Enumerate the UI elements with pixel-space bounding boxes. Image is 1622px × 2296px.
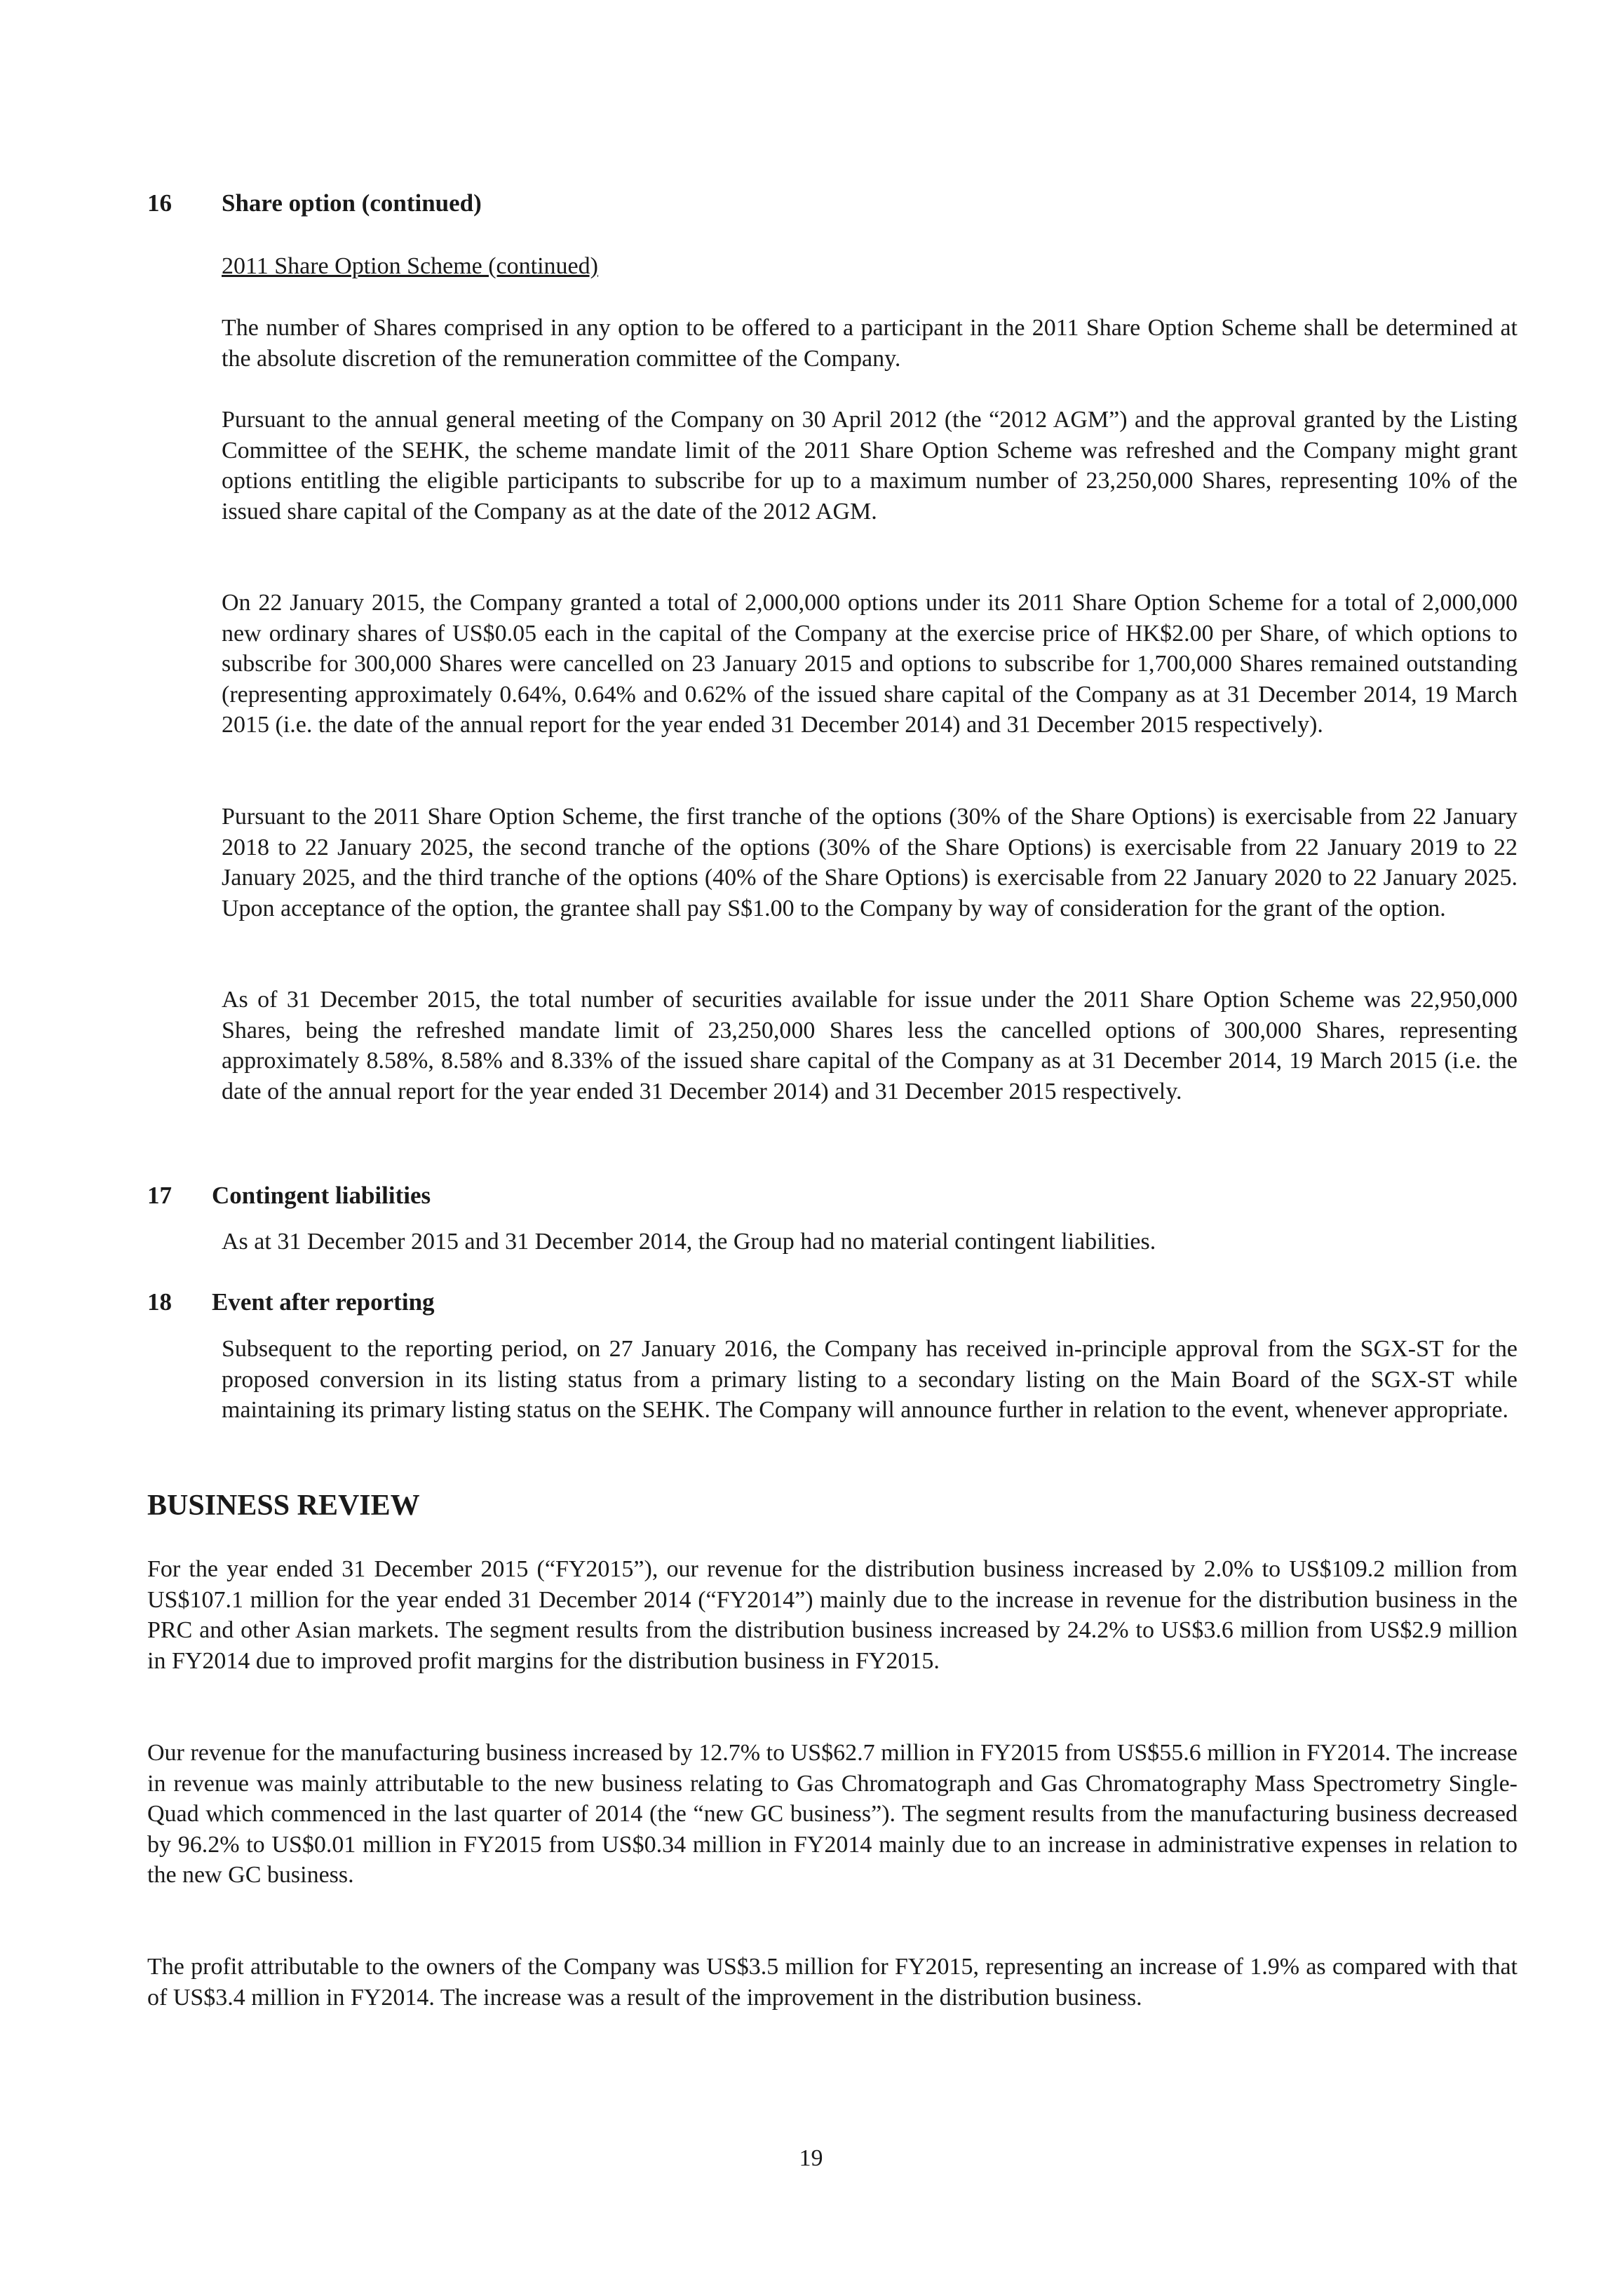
business-review-title: BUSINESS REVIEW — [147, 1490, 420, 1522]
note-17-number: 17 — [147, 1182, 172, 1209]
note-18-paragraph: Subsequent to the reporting period, on 27 January 2016, the Company has received in-principle approval from the SGX-ST for the proposed conversion in its listing status from a primary listing to a secondary listing on the Main Board of the SGX-ST while maintaining its primary listing status on the SEHK. The Company will announce further in relation to the event, whenever appropriate. — [222, 1336, 1518, 1423]
note-16-paragraph: On 22 January 2015, the Company granted a total of 2,000,000 options under its 2011 Share Option Scheme for a total of 2,000,000 new ordinary shares of US$0.05 each in the capital of the Company at the exercise price of HK$2.00 per Share, of which options to subscribe for 300,000 Shares were cancelled on 23 January 2015 and options to subscribe for 1,700,000 Shares remained outstanding (representing approximately 0.64%, 0.64% and 0.62% of the issued share capital of the Company as at 31 December 2014, 19 March 2015 (i.e. the date of the annual report for the year ended 31 December 2014) and 31 December 2015 respectively). — [222, 590, 1518, 738]
note-16-paragraph: Pursuant to the annual general meeting of the Company on 30 April 2012 (the “2012 AGM”) and the approval granted by the Listing Committee of the SEHK, the scheme mandate limit of the 2011 Share Option Scheme was refreshed and the Company might grant options entitling the eligible participants to subscribe for up to a maximum number of 23,250,000 Shares, representing 10% of the issued share capital of the Company as at the date of the 2012 AGM. — [222, 407, 1518, 525]
note-16-paragraph: Pursuant to the 2011 Share Option Scheme, the first tranche of the options (30% of the Share Options) is exercisable from 22 January 2018 to 22 January 2025, the second tranche of the options (30% of the Share Options) is exercisable from 22 January 2019 to 22 January 2025, and the third tranche of the options (40% of the Share Options) is exercisable from 22 January 2020 to 22 January 2025. Upon acceptance of the option, the grantee shall pay S$1.00 to the Company by way of consideration for the grant of the option. — [222, 804, 1518, 921]
note-18-title: Event after reporting — [212, 1288, 435, 1316]
note-17-paragraph: As at 31 December 2015 and 31 December 2014, the Group had no material contingent liabilities. — [222, 1229, 1156, 1255]
page-number: 19 — [799, 2145, 823, 2171]
note-16-subheading: 2011 Share Option Scheme (continued) — [222, 253, 598, 279]
note-16-paragraph: As of 31 December 2015, the total number of securities available for issue under the 2011 Share Option Scheme was 22,950,000 Shares, being the refreshed mandate limit of 23,250,000 Shares less the cancelled options of 300,000 Shares, representing approximately 8.58%, 8.58% and 8.33% of the issued share capital of the Company as at 31 December 2014, 19 March 2015 (i.e. the date of the annual report for the year ended 31 December 2014) and 31 December 2015 respectively. — [222, 987, 1518, 1105]
note-16-paragraph: The number of Shares comprised in any option to be offered to a participant in the 2011 Share Option Scheme shall be determined at the absolute discretion of the remuneration committee of the Company. — [222, 315, 1518, 372]
note-16-number: 16 — [147, 189, 172, 217]
note-17-title: Contingent liabilities — [212, 1182, 431, 1209]
note-16-title: Share option (continued) — [222, 189, 482, 217]
business-review-paragraph: Our revenue for the manufacturing business increased by 12.7% to US$62.7 million in FY2015 from US$55.6 million in FY2014. The increase in revenue was mainly attributable to the new business relating to Gas Chromatograph and Gas Chromatography Mass Spectrometry Single-Quad which commenced in the last quarter of 2014 (the “new GC business”). The segment results from the manufacturing business decreased by 96.2% to US$0.01 million in FY2015 from US$0.34 million in FY2014 mainly due to an increase in administrative expenses in relation to the new GC business. — [147, 1740, 1518, 1888]
business-review-paragraph: The profit attributable to the owners of the Company was US$3.5 million for FY2015, representing an increase of 1.9% as compared with that of US$3.4 million in FY2014. The increase was a result of the improvement in the distribution business. — [147, 1954, 1518, 2011]
note-18-number: 18 — [147, 1288, 172, 1316]
business-review-paragraph: For the year ended 31 December 2015 (“FY2015”), our revenue for the distribution business increased by 2.0% to US$109.2 million from US$107.1 million for the year ended 31 December 2014 (“FY2014”) mainly due to the increase in revenue for the distribution business in the PRC and other Asian markets. The segment results from the distribution business increased by 24.2% to US$3.6 million from US$2.9 million in FY2014 due to improved profit margins for the distribution business in FY2015. — [147, 1556, 1518, 1674]
